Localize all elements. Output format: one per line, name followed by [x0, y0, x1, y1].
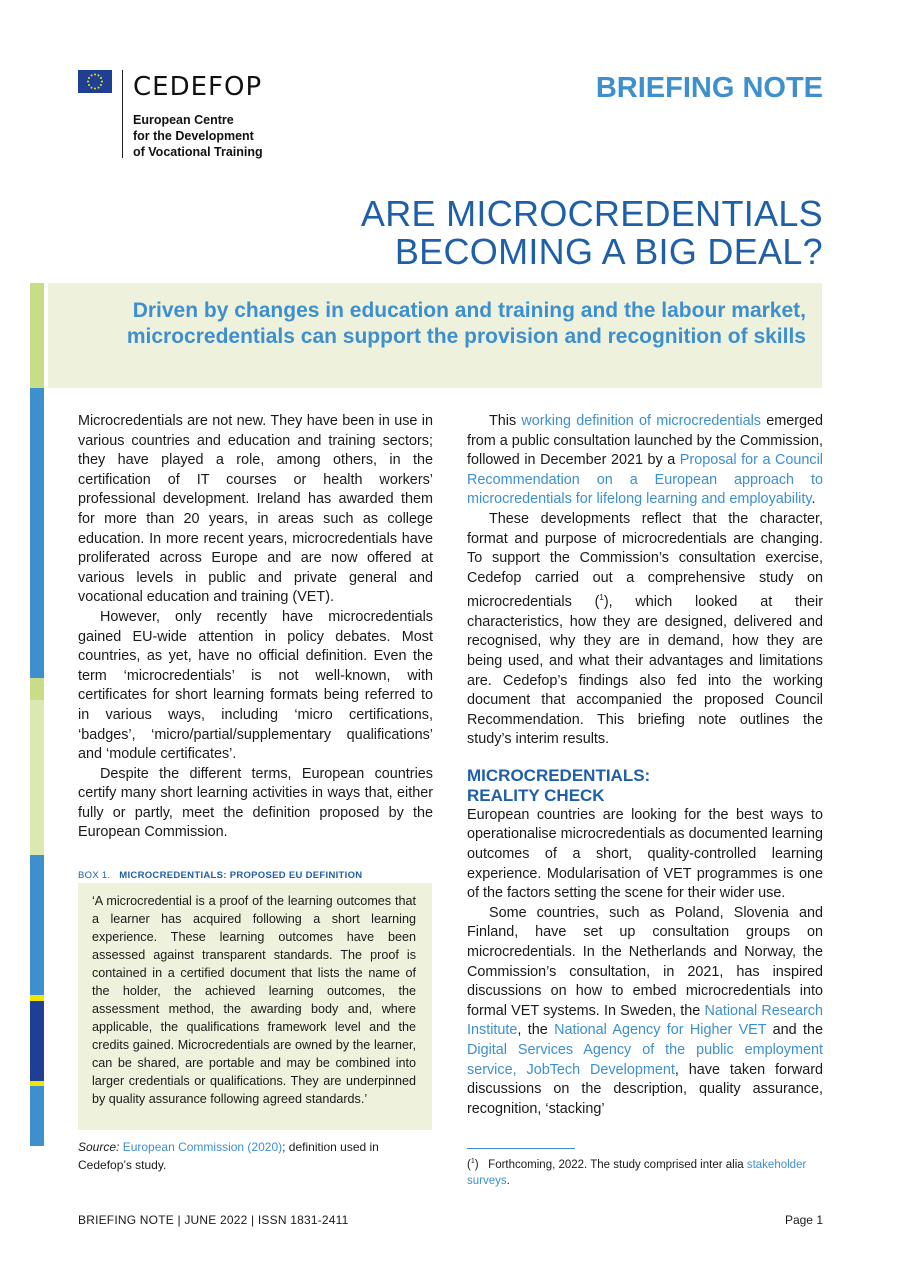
box-number: BOX 1. [78, 870, 111, 881]
side-strip-blue [30, 1086, 44, 1146]
cedefop-logo: CEDEFOP [133, 72, 263, 102]
side-strip-blue [30, 855, 44, 995]
footnote: ($^1$) Forthcoming, 2022. The study comprised inter alia stakeholder surveys. [467, 1158, 807, 1187]
source-label: Source: [78, 1140, 120, 1154]
org-line: for the Development [133, 129, 254, 143]
footnote-rule [467, 1148, 575, 1149]
paragraph: However, only recently have microcredentials gained EU-wide attention in policy debates. Most countries, as yet, have no official definition. Even the term ‘microcredentials’ is not well-known, with certificates for short learning formats being referred to in various ways, including ‘micro certifications, ‘badges’, ‘micro/partial/supplementary qualifications’ and ‘module certificates’. [78, 608, 433, 763]
text: . [811, 491, 816, 508]
text: , have taken forward discussions on the description, quality assurance, recognition, ‘stacking’ [467, 1061, 823, 1117]
side-strip-green [30, 283, 44, 388]
source-rest: ; definition used in Cedefop’s study. [78, 1140, 379, 1172]
text: and the [766, 1022, 824, 1039]
paragraph [467, 412, 823, 510]
box-title: MICROCREDENTIALS: PROPOSED EU DEFINITION [119, 870, 363, 881]
paragraph: Despite the different terms, European countries certify many short learning activities in ways that, either fully or partly, meet the definition proposed by the European Commission. [78, 765, 433, 841]
source-link[interactable]: European Commission (2020) [122, 1140, 283, 1154]
right-column [467, 412, 823, 1119]
title-line: BECOMING A BIG DEAL? [394, 231, 823, 272]
subtitle: Driven by changes in education and training and the labour market, microcredentials can support the provision and recognition of skills [126, 299, 806, 348]
higher-vet-agency-link[interactable]: National Agency for Higher VET [554, 1022, 767, 1039]
section-heading [467, 766, 823, 806]
side-strip-blue [30, 388, 44, 678]
heading-line: MICROCREDENTIALS: [467, 765, 651, 785]
org-line: of Vocational Training [133, 145, 263, 159]
council-proposal-link[interactable]: Proposal for a Council Recommendation on a European approach to microcredentials for lifelong learning and employability [467, 452, 823, 508]
page-number: Page 1 [784, 1213, 823, 1227]
side-strip-navy [30, 1001, 44, 1081]
text: , the [517, 1022, 555, 1039]
org-line: European Centre [133, 113, 234, 127]
doc-type-label: BRIEFING NOTE [595, 72, 823, 104]
left-column [78, 412, 433, 843]
paragraph: European countries are looking for the best ways to operationalise microcredentials as documented learning outcomes of a short, quality-controlled learning experience. Modularisation of VET programmes is one of the factors setting the scene for their wider use. [467, 806, 823, 902]
box-source [78, 1138, 432, 1174]
heading-line: REALITY CHECK [467, 785, 605, 805]
text: This [489, 413, 522, 429]
text: ), which looked at their characteristics, how they are designed, delivered and recognised, why they are in demand, how they are being used, and what their advantages and limitations are. Cedefop’s findings also fed into the working document that accompanied the proposed Council Recommendation. This briefing note outlines the study’s interim results. [467, 594, 823, 748]
stakeholder-surveys-link[interactable]: stakeholder surveys [467, 1158, 807, 1187]
box-label [78, 870, 362, 881]
footnote-marker: 1 [470, 1158, 475, 1165]
footnote-text: . [506, 1174, 510, 1187]
org-name [133, 112, 263, 160]
text: These developments reflect that the character, format and purpose of microcredentials are changing. To support the Commission’s consultation exercise, Cedefop carried out a comprehensive study on microcredentials ( [467, 510, 823, 611]
jobtech-link[interactable]: Digital Services Agency of the public employment service, JobTech Development [467, 1042, 823, 1078]
text: emerged from a public consultation launched by the Commission, followed in December 2021 by a [467, 413, 824, 469]
page-title [361, 195, 823, 271]
paragraph [467, 510, 823, 750]
header-divider [122, 70, 123, 158]
side-strip-green [30, 678, 44, 700]
footnote-text: Forthcoming, 2022. The study comprised inter alia [488, 1158, 747, 1171]
text: Some countries, such as Poland, Slovenia and Finland, have set up consultation groups on microcredentials. In the Netherlands and Norway, the Commission’s consultation, in 2021, has inspired discussions on how to embed microcredentials into formal VET systems. In Sweden, the [467, 904, 823, 1019]
title-line: ARE MICROCREDENTIALS [360, 193, 823, 234]
definition-text: ‘A microcredential is a proof of the learning outcomes that a learner has acquired following a short learning experience. These learning outcomes have been assessed against transparent standards. The proof is contained in a certified document that lists the name of the holder, the achieved learning outcomes, the assessment method, the awarding body and, where applicable, the qualifications framework level and the credits gained. Microcredentials are owned by the learner, can be shared, are portable and may be combined into larger credentials or qualifications. They are underpinned by quality assurance following agreed standards.’ [92, 894, 416, 1106]
paragraph [467, 904, 823, 1120]
paragraph: Microcredentials are not new. They have been in use in various countries and education and training sectors; they have played a role, among others, in the certification of IT courses or health workers’ professional development. Ireland has awarded them for more than 20 years, in areas such as college education. In more recent years, microcredentials have proliferated across Europe and are now offered at various levels in public and private general and vocational education and training (VET). [78, 413, 433, 606]
footnote-ref[interactable]: 1 [599, 593, 604, 603]
footer-info: BRIEFING NOTE | JUNE 2022 | ISSN 1831-2411 [78, 1213, 349, 1227]
eu-flag-logo [78, 70, 112, 93]
side-strip-light [30, 700, 44, 855]
research-institute-link[interactable]: National Research Institute [467, 1002, 823, 1039]
working-definition-link[interactable]: working definition of microcredentials [521, 413, 761, 429]
